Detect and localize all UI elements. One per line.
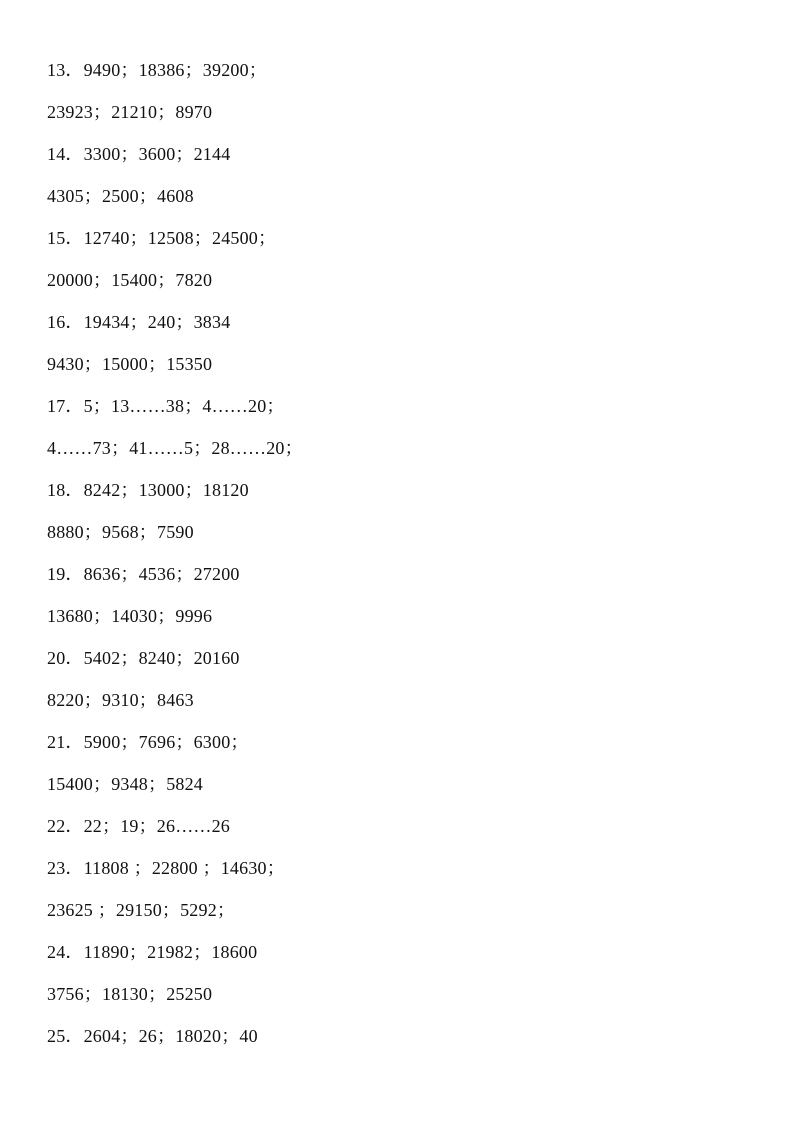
answer-line-18b: 8880；9568；7590 bbox=[47, 522, 194, 542]
answer-line-13b: 23923；21210；8970 bbox=[47, 102, 213, 122]
answer-line-19b: 13680；14030；9996 bbox=[47, 606, 213, 626]
answer-line-15a: 15．12740；12508；24500； bbox=[47, 228, 277, 248]
answer-line-19a: 19．8636；4536；27200 bbox=[47, 564, 240, 584]
answer-line-24a: 24．11890；21982；18600 bbox=[47, 942, 258, 962]
answer-list bbox=[47, 58, 303, 1066]
answer-line-22: 22．22；19；26……26 bbox=[47, 816, 230, 836]
answer-line-21b: 15400；9348；5824 bbox=[47, 774, 203, 794]
answer-line-24b: 3756；18130；25250 bbox=[47, 984, 213, 1004]
answer-line-21a: 21．5900；7696；6300； bbox=[47, 732, 249, 752]
answer-line-20b: 8220；9310；8463 bbox=[47, 690, 194, 710]
answer-line-17b: 4……73；41……5；28……20； bbox=[47, 438, 303, 458]
answer-line-23a: 23．11808 ；22800 ；14630； bbox=[47, 858, 285, 878]
answer-line-14b: 4305；2500；4608 bbox=[47, 186, 194, 206]
answer-line-16b: 9430；15000；15350 bbox=[47, 354, 213, 374]
answer-line-14a: 14．3300；3600；2144 bbox=[47, 144, 231, 164]
answer-line-25: 25．2604；26；18020；40 bbox=[47, 1026, 258, 1046]
answer-line-16a: 16．19434；240；3834 bbox=[47, 312, 231, 332]
answer-line-20a: 20．5402；8240；20160 bbox=[47, 648, 240, 668]
answer-line-15b: 20000；15400；7820 bbox=[47, 270, 213, 290]
answer-line-17a: 17．5；13……38；4……20； bbox=[47, 396, 285, 416]
answer-line-23b: 23625 ；29150；5292； bbox=[47, 900, 236, 920]
answer-line-13a: 13．9490；18386；39200； bbox=[47, 60, 267, 80]
answer-line-18a: 18．8242；13000；18120 bbox=[47, 480, 249, 500]
